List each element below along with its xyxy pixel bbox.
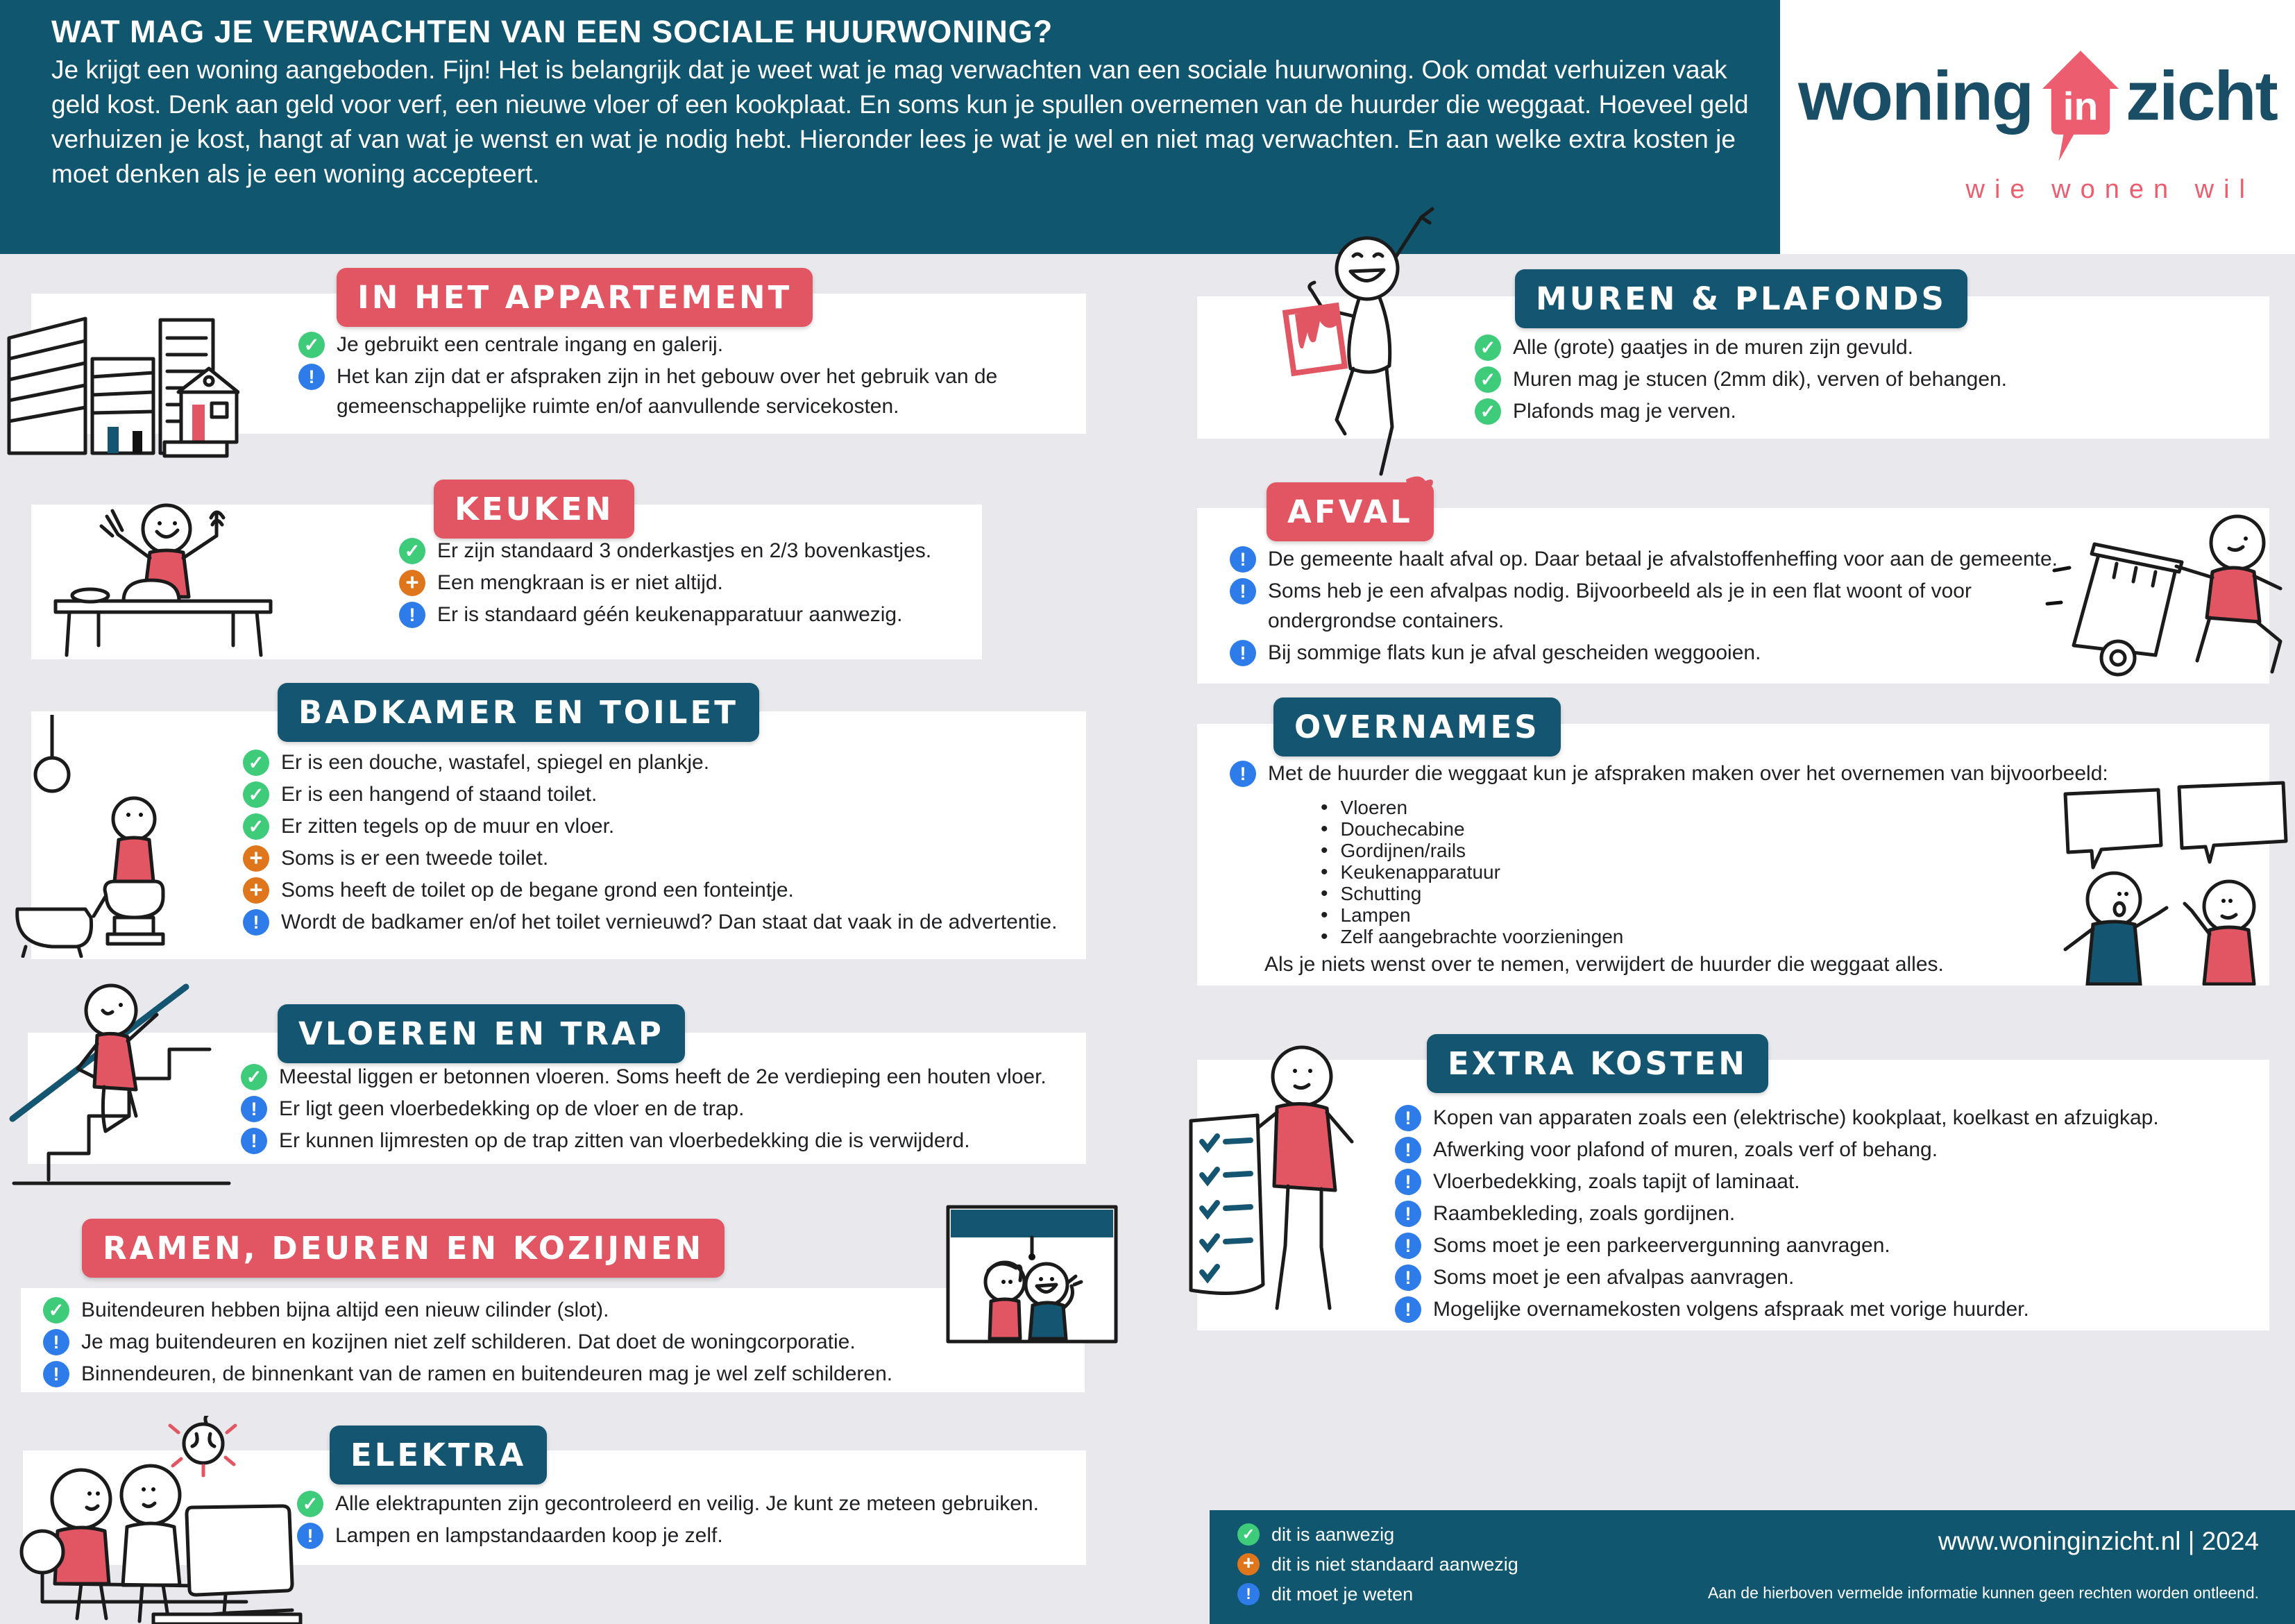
- section-items: [1230, 759, 2153, 790]
- section-items: [298, 330, 1093, 423]
- item-text: Er zijn standaard 3 onderkastjes en 2/3 bovenkastjes.: [437, 539, 932, 562]
- info-circle-icon: [1395, 1296, 1421, 1323]
- item-text: Muren mag je stucen (2mm dik), verven of behangen.: [1513, 368, 2008, 391]
- item-text: Zelf aangebrachte voorzieningen: [1340, 926, 1624, 947]
- section-badge: VLOEREN EN TRAP: [278, 1004, 685, 1063]
- info-circle-icon: [399, 602, 425, 628]
- item-text: Mogelijke overnamekosten volgens afspraak met vorige huurder.: [1433, 1298, 2029, 1321]
- list-item: [297, 1521, 1060, 1550]
- list-item: [1321, 861, 1623, 883]
- svg-text:in: in: [2063, 84, 2099, 129]
- plus-circle-icon: [399, 570, 425, 596]
- item-text: Een mengkraan is er niet altijd.: [437, 571, 723, 594]
- item-text: Er zitten tegels op de muur en vloer.: [281, 815, 615, 838]
- page-title: WAT MAG JE VERWACHTEN VAN EEN SOCIALE HUURWONING?: [51, 14, 1053, 49]
- framed-photo-illustration: [945, 1204, 1119, 1344]
- logo-word-zicht: zicht: [2126, 57, 2277, 135]
- list-item: [1321, 883, 1623, 904]
- info-circle-icon: [1395, 1264, 1421, 1291]
- item-text: Soms heb je een afvalpas nodig. Bijvoorbeeld als je in een flat woont of voor ondergrondse containers.: [1268, 580, 1972, 632]
- item-text: Er is een hangend of staand toilet.: [281, 783, 598, 806]
- item-text: Kopen van apparaten zoals een (elektrische) kookplaat, koelkast en afzuigkap.: [1433, 1106, 2159, 1129]
- info-circle-icon: [1237, 1583, 1260, 1605]
- item-text: Er kunnen lijmresten op de trap zitten van vloerbedekking die is verwijderd.: [279, 1129, 970, 1152]
- list-item: [243, 875, 1058, 905]
- item-text: Keukenapparatuur: [1340, 861, 1500, 883]
- list-item: [241, 1094, 1067, 1124]
- logo-panel: [1780, 0, 2295, 254]
- section-badge: EXTRA KOSTEN: [1427, 1034, 1768, 1093]
- plus-circle-icon: [243, 877, 269, 904]
- item-text: dit moet je weten: [1271, 1584, 1414, 1605]
- speech-bubble-people-illustration: [2047, 777, 2295, 986]
- info-circle-icon: [1395, 1105, 1421, 1131]
- info-circle-icon: [1230, 640, 1256, 666]
- list-item: [1395, 1230, 2245, 1260]
- footer-banner: [1210, 1510, 2295, 1624]
- list-item: [1237, 1553, 1518, 1576]
- info-circle-icon: [243, 909, 269, 936]
- header-paragraph: Je krijgt een woning aangeboden. Fijn! Het is belangrijk dat je weet wat je mag verwachten van een sociale huurwoning. Ook omdat verhuizen vaak geld kost. Denk aan geld voor verf, een nieuwe vloer of een kookplaat. En soms kun je spullen overnemen van de huurder die weggaat. Hoeveel geld verhuizen je kost, hangt af van wat je wenst en wat je nodig hebt. Hieronder lees je wat je wel en niet mag verwachten. En aan welke extra kosten je moet denken als je een woning accepteert.: [51, 56, 1749, 188]
- item-text: Meestal liggen er betonnen vloeren. Soms heeft de 2e verdieping een houten vloer.: [279, 1065, 1047, 1088]
- item-text: Binnendeuren, de binnenkant van de ramen en buitendeuren mag je wel zelf schilderen.: [81, 1362, 893, 1385]
- info-circle-icon: [298, 364, 325, 390]
- list-item: [1321, 840, 1623, 861]
- section-items: [243, 747, 1058, 939]
- list-item: [243, 811, 1058, 841]
- toilet-person-illustration: [10, 715, 239, 958]
- section-items: [1475, 332, 2238, 428]
- item-text: Er ligt geen vloerbedekking op de vloer en de trap.: [279, 1097, 745, 1120]
- item-text: Bij sommige flats kun je afval gescheiden weggooien.: [1268, 641, 1761, 664]
- check-circle-icon: [1475, 398, 1501, 425]
- section-items: [399, 536, 954, 632]
- list-item: [297, 1489, 1060, 1519]
- item-text: Lampen: [1340, 904, 1411, 926]
- house-speech-bubble-icon: [2040, 49, 2122, 165]
- jumping-painter-illustration: [1270, 205, 1450, 489]
- bullet-icon: [1321, 904, 1328, 926]
- check-circle-icon: [298, 332, 325, 358]
- check-circle-icon: [243, 750, 269, 776]
- section-badge: RAMEN, DEUREN EN KOZIJNEN: [82, 1219, 725, 1278]
- footer-disclaimer: Aan de hierboven vermelde informatie kunnen geen rechten worden ontleend.: [1707, 1584, 2259, 1602]
- item-text: Er is standaard géén keukenapparatuur aanwezig.: [437, 603, 903, 626]
- info-circle-icon: [1395, 1137, 1421, 1163]
- item-text: Soms moet je een afvalpas aanvragen.: [1433, 1266, 1795, 1289]
- item-text: Je mag buitendeuren en kozijnen niet zelf schilderen. Dat doet de woningcorporatie.: [81, 1330, 856, 1353]
- item-text: Alle elektrapunten zijn gecontroleerd en veilig. Je kunt ze meteen gebruiken.: [335, 1492, 1039, 1515]
- header-banner: [0, 0, 1780, 254]
- section-items: [1395, 1103, 2245, 1326]
- bullet-icon: [1321, 840, 1328, 861]
- list-item: [1395, 1294, 2245, 1324]
- list-item: [399, 600, 954, 629]
- section-ramen-deuren-en-kozijnen: [21, 1230, 1085, 1392]
- info-circle-icon: [1395, 1233, 1421, 1259]
- list-item: [243, 907, 1058, 937]
- list-item: [241, 1126, 1067, 1156]
- checklist-person-illustration: [1166, 1038, 1388, 1322]
- item-text: Afwerking voor plafond of muren, zoals verf of behang.: [1433, 1138, 1938, 1161]
- check-circle-icon: [1475, 335, 1501, 361]
- item-text: Wordt de badkamer en/of het toilet vernieuwd? Dan staat dat vaak in de advertentie.: [281, 911, 1058, 933]
- section-badge: ELEKTRA: [330, 1426, 547, 1485]
- item-text: Het kan zijn dat er afspraken zijn in het gebouw over het gebruik van de gemeenschappelijke ruimte en/of aanvullende servicekosten.: [337, 365, 998, 418]
- list-item: [1321, 818, 1623, 840]
- list-item: [1475, 396, 2238, 426]
- section-items: [297, 1489, 1060, 1553]
- list-item: [298, 362, 1093, 421]
- bullet-icon: [1321, 883, 1328, 904]
- item-text: De gemeente haalt afval op. Daar betaal je afvalstoffenheffing voor aan de gemeente.: [1268, 548, 2058, 570]
- woninginzicht-logo: [1780, 49, 2295, 144]
- legend: [1237, 1523, 1518, 1612]
- website-link[interactable]: www.woninginzicht.nl | 2024: [1938, 1527, 2259, 1555]
- list-item: [298, 330, 1093, 360]
- section-items: [1230, 544, 2083, 670]
- section-badge: KEUKEN: [434, 480, 634, 539]
- list-item: [1395, 1262, 2245, 1292]
- bullet-icon: [1321, 926, 1328, 947]
- list-item: [243, 779, 1058, 809]
- section-items: [241, 1062, 1067, 1158]
- section-badge: AFVAL: [1267, 482, 1434, 541]
- plus-circle-icon: [243, 845, 269, 872]
- list-item: [1395, 1135, 2245, 1165]
- item-text: Soms is er een tweede toilet.: [281, 847, 549, 870]
- city-buildings-illustration: [3, 295, 239, 462]
- overname-list: [1321, 797, 1623, 947]
- list-item: [243, 843, 1058, 873]
- list-item: [243, 747, 1058, 777]
- list-item: [1395, 1167, 2245, 1196]
- check-circle-icon: [1475, 366, 1501, 393]
- list-item: [1395, 1199, 2245, 1228]
- check-circle-icon: [399, 538, 425, 564]
- overnames-note: Als je niets wenst over te nemen, verwijdert de huurder die weggaat alles.: [1264, 953, 1944, 976]
- list-item: [241, 1062, 1067, 1092]
- list-item: [1230, 759, 2153, 788]
- item-text: dit is niet standaard aanwezig: [1271, 1554, 1518, 1575]
- list-item: [1475, 332, 2238, 362]
- list-item: [1237, 1523, 1518, 1546]
- check-circle-icon: [243, 813, 269, 840]
- list-item: [399, 536, 954, 566]
- item-text: Plafonds mag je verven.: [1513, 400, 1736, 423]
- section-items: [43, 1295, 1056, 1391]
- list-item: [1321, 904, 1623, 926]
- list-item: [1321, 926, 1623, 947]
- list-item: [399, 568, 954, 598]
- list-item: [1230, 638, 2083, 668]
- plus-circle-icon: [1237, 1553, 1260, 1575]
- info-circle-icon: [1230, 546, 1256, 573]
- item-text: Er is een douche, wastafel, spiegel en plankje.: [281, 751, 710, 774]
- list-item: [1395, 1103, 2245, 1133]
- info-circle-icon: [1230, 578, 1256, 604]
- item-text: Soms heeft de toilet op de begane grond een fonteintje.: [281, 879, 794, 902]
- item-text: Buitendeuren hebben bijna altijd een nieuw cilinder (slot).: [81, 1299, 609, 1321]
- item-text: dit is aanwezig: [1271, 1524, 1395, 1545]
- list-item: [1475, 364, 2238, 394]
- item-text: Gordijnen/rails: [1340, 840, 1466, 861]
- bullet-icon: [1321, 797, 1328, 818]
- section-badge: OVERNAMES: [1273, 697, 1561, 756]
- list-item: [43, 1295, 1056, 1325]
- item-text: Met de huurder die weggaat kun je afspraken maken over het overnemen van bijvoorbeeld:: [1268, 762, 2108, 785]
- logo-tagline: wie wonen wil: [1965, 175, 2255, 204]
- item-text: Vloeren: [1340, 797, 1408, 818]
- info-circle-icon: [1230, 761, 1256, 787]
- list-item: [43, 1359, 1056, 1389]
- info-circle-icon: [43, 1361, 69, 1387]
- check-circle-icon: [43, 1297, 69, 1323]
- list-item: [1237, 1582, 1518, 1606]
- check-circle-icon: [243, 781, 269, 808]
- trash-bin-person-illustration: [2033, 500, 2290, 687]
- section-badge: MUREN & PLAFONDS: [1515, 269, 1967, 328]
- info-circle-icon: [43, 1329, 69, 1355]
- list-item: [1230, 576, 2083, 636]
- item-text: Je gebruikt een centrale ingang en galerij.: [337, 333, 724, 356]
- item-text: Soms moet je een parkeervergunning aanvragen.: [1433, 1234, 1890, 1257]
- item-text: Douchecabine: [1340, 818, 1465, 840]
- item-text: Lampen en lampstandaarden koop je zelf.: [335, 1524, 723, 1547]
- section-badge: BADKAMER EN TOILET: [278, 683, 759, 742]
- section-badge: IN HET APPARTEMENT: [337, 268, 813, 327]
- item-text: Raambekleding, zoals gordijnen.: [1433, 1202, 1736, 1225]
- stairs-person-illustration: [0, 972, 278, 1201]
- item-text: Alle (grote) gaatjes in de muren zijn gevuld.: [1513, 336, 1913, 359]
- list-item: [1230, 544, 2083, 574]
- list-item: [43, 1327, 1056, 1357]
- kitchen-cook-illustration: [35, 486, 291, 659]
- item-text: Vloerbedekking, zoals tapijt of laminaat.: [1433, 1170, 1800, 1193]
- list-item: [1321, 797, 1623, 818]
- bullet-icon: [1321, 818, 1328, 840]
- bullet-icon: [1321, 861, 1328, 883]
- couch-tv-illustration: [17, 1416, 309, 1624]
- info-circle-icon: [1395, 1169, 1421, 1195]
- item-text: Schutting: [1340, 883, 1422, 904]
- info-circle-icon: [1395, 1201, 1421, 1227]
- check-circle-icon: [1237, 1523, 1260, 1546]
- logo-word-woning: woning: [1798, 57, 2033, 135]
